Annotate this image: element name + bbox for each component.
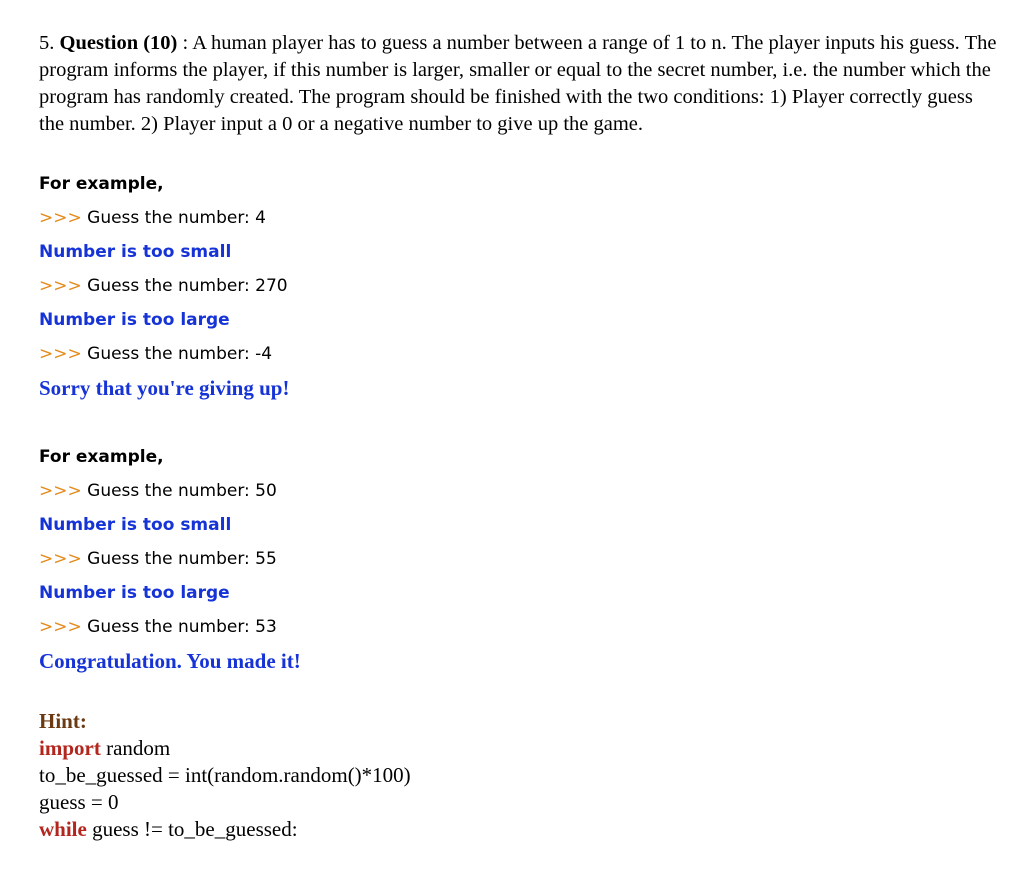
code-line [39,735,999,762]
response-text: Number is too small [39,242,232,262]
response-text: Number is too large [39,310,230,330]
code-text: guess != to_be_guessed: [86,817,298,841]
prompt-text: Guess the number: [87,276,250,296]
prompt-symbol: >>> [39,617,82,637]
prompt-input: 50 [255,481,277,501]
code-line [39,789,999,816]
hint-block [39,708,999,843]
prompt-input: 53 [255,617,277,637]
prompt-line [39,474,999,508]
final-response-text: Sorry that you're giving up! [39,376,290,400]
prompt-text: Guess the number: [87,549,250,569]
prompt-line [39,610,999,644]
question-body: : A human player has to guess a number between a range of 1 to n. The player inputs his guess. The program informs the player, if this number is larger, smaller or equal to the secret number, i.e. the number which the program has randomly created. The program should be finished with the two conditions: 1) Player correctly guess the number. 2) Player input a 0 or a negative number to give up the game. [39,32,997,135]
code-line [39,762,999,789]
code-keyword: while [39,817,87,841]
response-text: Number is too small [39,515,232,535]
question-number: 5. [39,32,55,54]
prompt-symbol: >>> [39,344,82,364]
question-title: Question (10) [59,32,178,54]
code-line [39,816,999,843]
prompt-text: Guess the number: [87,344,250,364]
example-block [39,440,999,678]
prompt-input: 4 [255,208,266,228]
example-heading: For example, [39,447,164,467]
code-text: to_be_guessed = int(random.random()*100) [39,763,411,787]
example-heading: For example, [39,174,164,194]
prompt-text: Guess the number: [87,617,250,637]
prompt-symbol: >>> [39,276,82,296]
response-text: Number is too large [39,583,230,603]
example-block [39,167,999,405]
prompt-input: -4 [255,344,273,364]
prompt-line [39,201,999,235]
code-text: guess = 0 [39,790,119,814]
final-response-text: Congratulation. You made it! [39,649,301,673]
hint-title: Hint: [39,709,87,733]
prompt-symbol: >>> [39,481,82,501]
document-page [39,30,999,843]
code-text: random [100,736,171,760]
code-keyword: import [39,736,101,760]
prompt-text: Guess the number: [87,208,250,228]
prompt-symbol: >>> [39,549,82,569]
prompt-input: 55 [255,549,277,569]
prompt-symbol: >>> [39,208,82,228]
prompt-line [39,337,999,371]
question-paragraph [39,30,999,138]
prompt-line [39,542,999,576]
prompt-line [39,269,999,303]
prompt-input: 270 [255,276,288,296]
prompt-text: Guess the number: [87,481,250,501]
